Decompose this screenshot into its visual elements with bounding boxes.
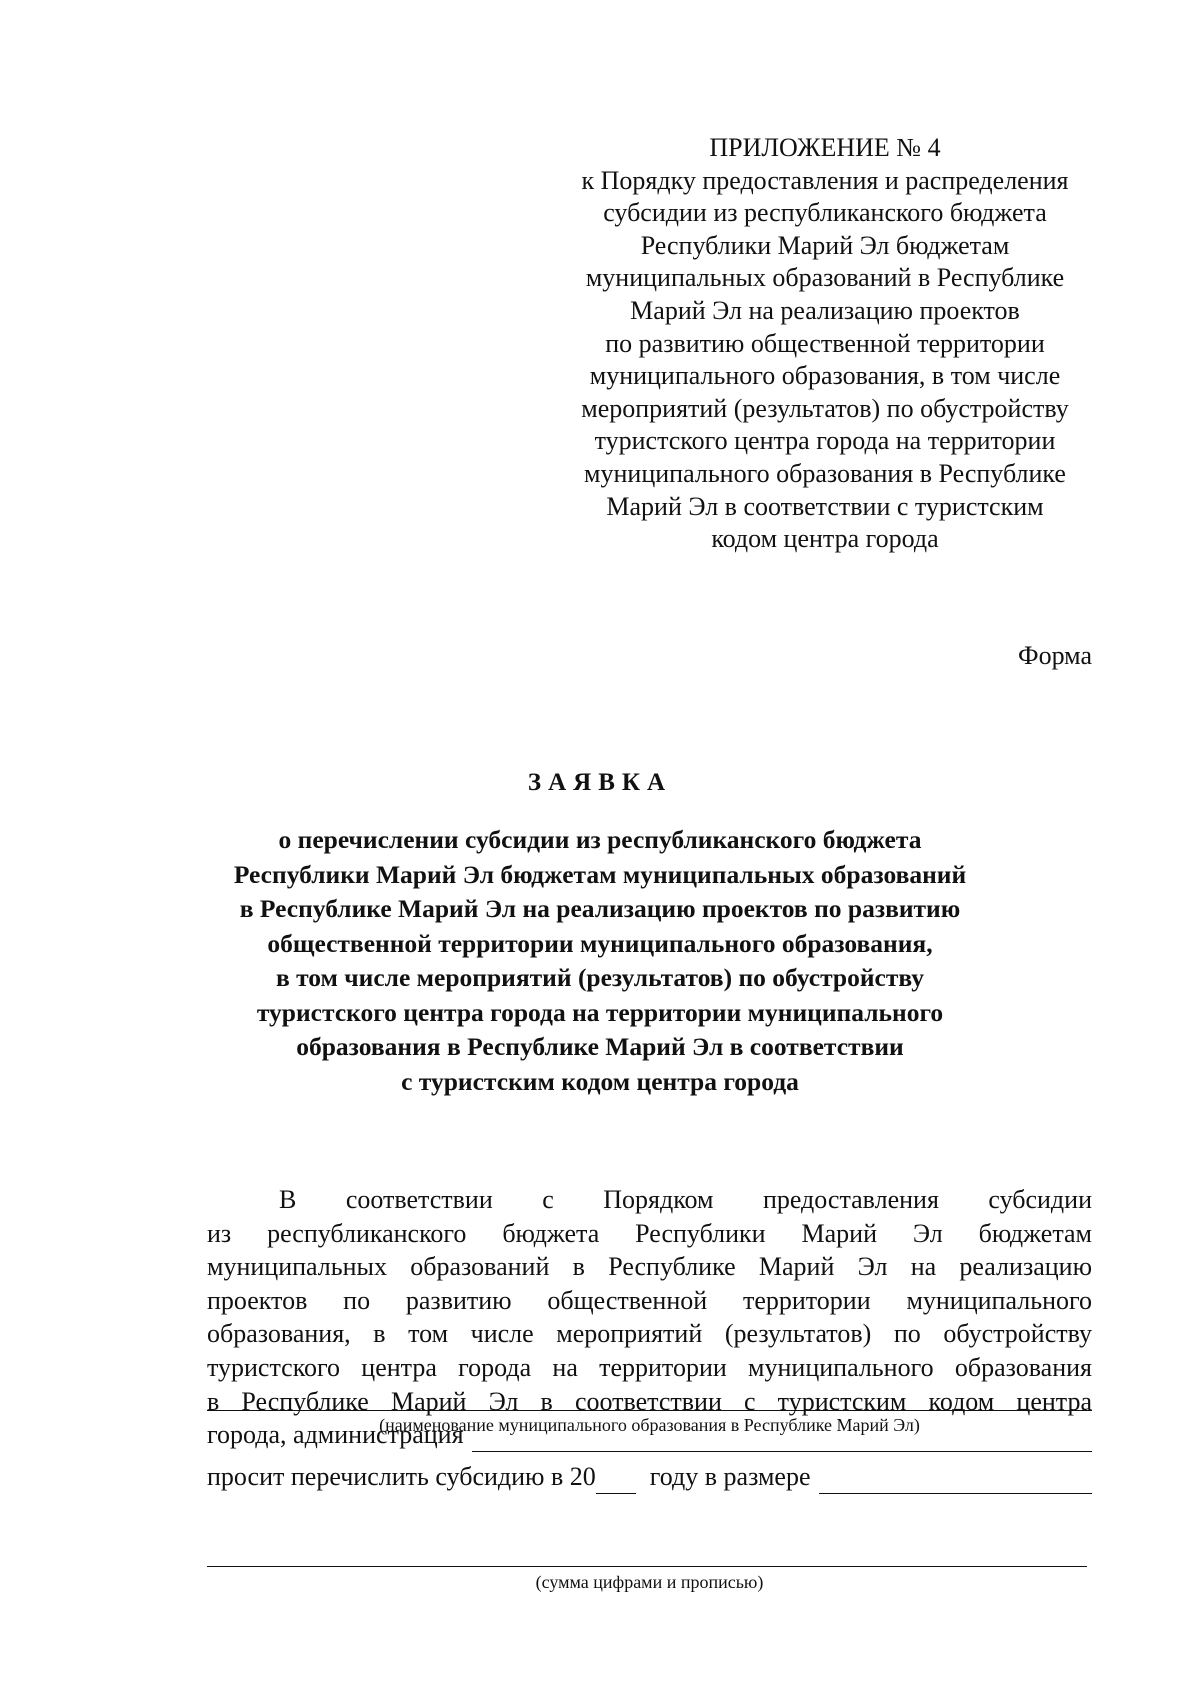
subtitle-line: образования в Республике Марий Эл в соответствии: [296, 1032, 904, 1061]
request-prefix: просит перечислить субсидию в 20: [207, 1462, 596, 1491]
municipality-caption: (наименование муниципального образования в Республике Марий Эл): [379, 1415, 920, 1435]
request-suffix: году в размере: [649, 1462, 811, 1491]
subtitle-line: в том числе мероприятий (результатов) по обустройству: [275, 963, 925, 992]
amount-rule[interactable]: [207, 1566, 1087, 1567]
appendix-line: по развитию общественной территории: [605, 328, 1045, 358]
body-paragraph: [207, 1183, 1092, 1452]
appendix-line: муниципального образования в Республике: [584, 458, 1066, 488]
body-line: туристского центра города на территории муниципального образования: [207, 1352, 1092, 1382]
appendix-line: муниципального образования, в том числе: [589, 361, 1061, 391]
subtitle-line: общественной территории муниципального образования,: [267, 928, 933, 958]
appendix-line: муниципальных образований в Республике: [585, 263, 1065, 293]
body-line: в Республике Марий Эл в соответствии с туристским кодом центра: [207, 1386, 1092, 1416]
document-title: ЗАЯВКА: [527, 769, 673, 796]
subtitle-line: Республики Марий Эл бюджетам муниципальных образований: [233, 859, 967, 889]
body-line: проектов по развитию общественной территории муниципального: [207, 1285, 1092, 1315]
body-line: муниципальных образований в Республике Марий Эл на реализацию: [207, 1252, 1092, 1282]
appendix-line: кодом центра города: [711, 524, 939, 554]
appendix-line: субсидии из республиканского бюджета: [603, 198, 1047, 228]
document-subtitle: [150, 823, 1050, 1099]
appendix-line: мероприятий (результатов) по обустройству: [581, 393, 1069, 423]
body-line: В соответствии с Порядком предоставления субсидии: [279, 1185, 1092, 1214]
subtitle-line: о перечислении субсидии из республиканского бюджета: [278, 825, 922, 854]
amount-blank[interactable]: [819, 1469, 1093, 1494]
appendix-line: к Порядку предоставления и распределения: [581, 165, 1069, 195]
form-label: Форма: [1018, 641, 1092, 670]
body-line: из республиканского бюджета Республики Марий Эл бюджетам: [207, 1218, 1092, 1248]
amount-caption: (сумма цифрами и прописью): [535, 1572, 764, 1592]
appendix-line: Республики Марий Эл бюджетам: [640, 230, 1010, 260]
appendix-line: ПРИЛОЖЕНИЕ № 4: [709, 133, 941, 162]
request-line: [207, 1460, 1092, 1494]
appendix-line: Марий Эл на реализацию проектов: [630, 295, 1020, 325]
subtitle-line: с туристским кодом центра города: [401, 1066, 799, 1096]
appendix-line: туристского центра города на территории: [594, 426, 1056, 456]
body-line: образования, в том числе мероприятий (результатов) по обустройству: [207, 1319, 1092, 1349]
subtitle-line: в Республике Марий Эл на реализацию проектов по развитию: [239, 894, 961, 923]
body-last-line-text: города, администрация: [207, 1420, 464, 1450]
appendix-header: [540, 132, 1110, 556]
municipality-name-rule[interactable]: [207, 1410, 1092, 1411]
year-blank[interactable]: [596, 1469, 636, 1494]
subtitle-line: туристского центра города на территории муниципального: [256, 997, 944, 1027]
appendix-line: Марий Эл в соответствии с туристским: [606, 491, 1044, 521]
